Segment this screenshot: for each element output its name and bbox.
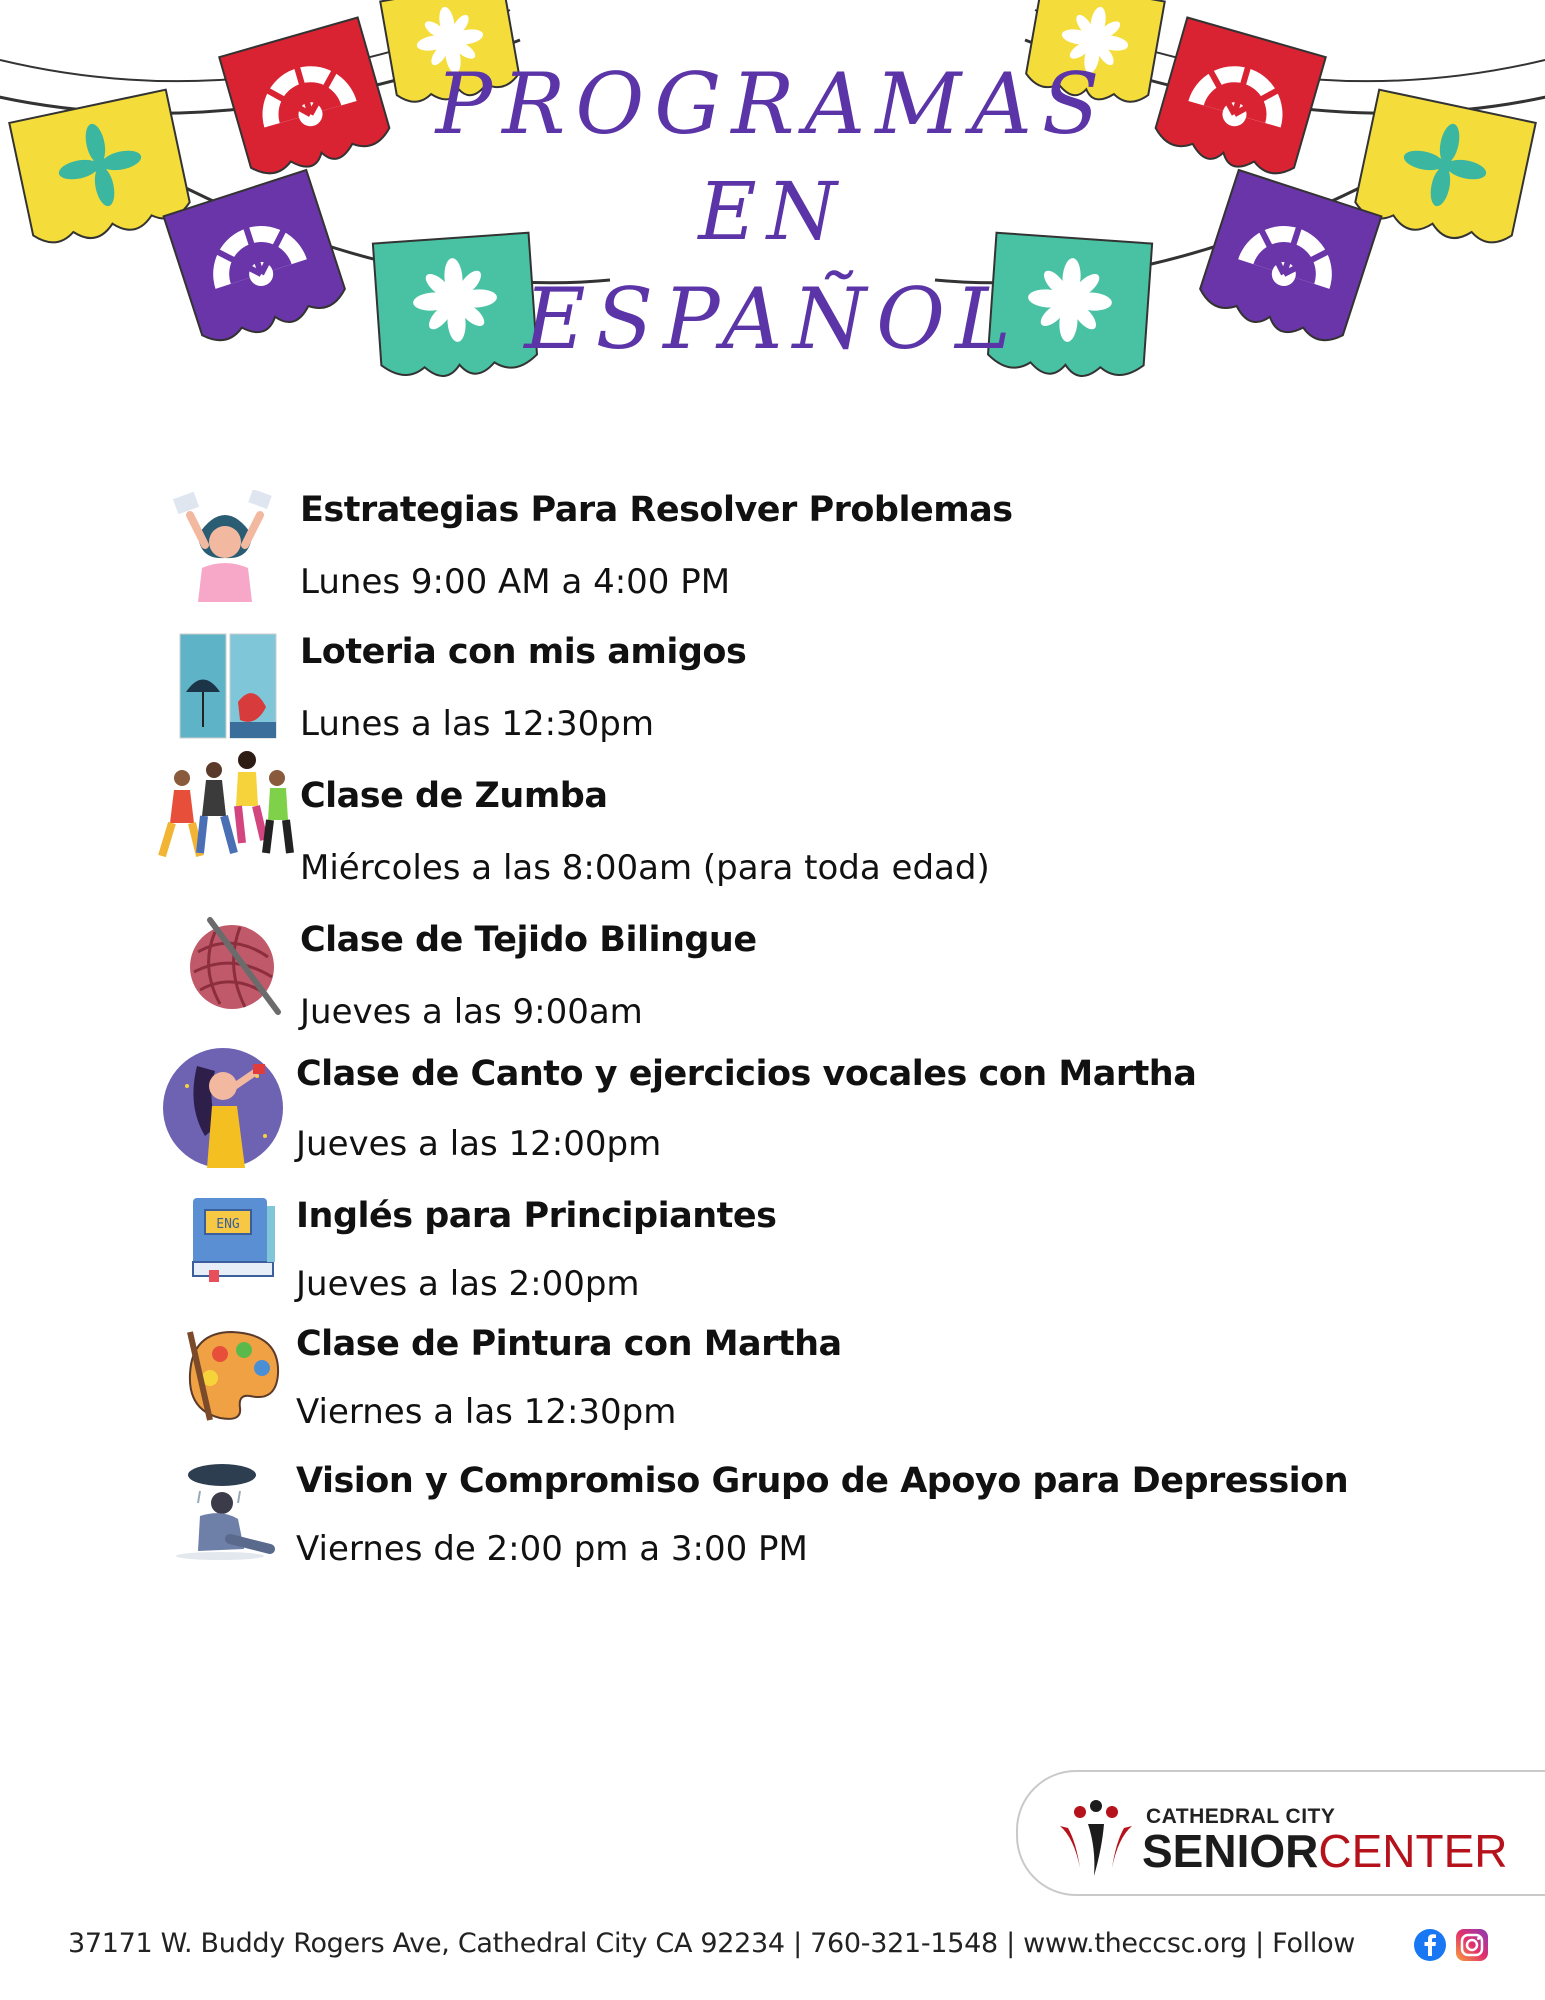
program-schedule: Lunes a las 12:30pm [300, 704, 655, 744]
program-schedule: Lunes 9:00 AM a 4:00 PM [300, 562, 731, 602]
program-name: Inglés para Principiantes [296, 1196, 777, 1236]
dancers-icon [152, 748, 297, 863]
program-schedule: Jueves a las 2:00pm [296, 1264, 640, 1304]
program-schedule: Miércoles a las 8:00am (para toda edad) [300, 848, 990, 888]
program-item [0, 490, 1545, 630]
program-schedule: Jueves a las 12:00pm [296, 1124, 662, 1164]
footer-contact-text: 37171 W. Buddy Rogers Ave, Cathedral City CA 92234 | 760-321-1548 | www.theccsc.org | Follow [68, 1928, 1356, 1959]
footer [0, 1920, 1545, 1970]
program-schedule: Viernes a las 12:30pm [296, 1392, 677, 1432]
stressed-woman-icon [170, 490, 280, 605]
singer-icon [157, 1046, 285, 1171]
program-item [0, 1461, 1545, 1601]
logo-small-text: CATHEDRAL CITY [1146, 1805, 1336, 1828]
program-schedule: Jueves a las 9:00am [300, 992, 643, 1032]
program-item [0, 1188, 1545, 1328]
program-schedule: Viernes de 2:00 pm a 3:00 PM [296, 1529, 808, 1569]
logo-center: CENTER [1318, 1825, 1508, 1877]
loteria-cards-icon [178, 632, 278, 740]
logo-big-text [1142, 1824, 1508, 1878]
paint-palette-icon [180, 1324, 285, 1424]
program-name: Loteria con mis amigos [300, 632, 747, 672]
program-item [0, 1324, 1545, 1464]
title-line-1: PROGRAMAS [435, 55, 1110, 153]
program-name: Clase de Zumba [300, 776, 608, 816]
program-item [0, 1048, 1545, 1188]
program-name: Clase de Pintura con Martha [296, 1324, 842, 1364]
logo-mark-icon [1050, 1798, 1140, 1878]
svg-text:ENG: ENG [216, 1217, 240, 1232]
program-item [0, 920, 1545, 1060]
facebook-icon[interactable] [1414, 1929, 1446, 1961]
title-line-2: EN [698, 165, 847, 258]
english-book-icon [185, 1192, 283, 1284]
program-name: Vision y Compromiso Grupo de Apoyo para Depression [296, 1461, 1349, 1501]
sad-person-cloud-icon [170, 1461, 285, 1561]
logo-senior: SENIOR [1142, 1825, 1319, 1877]
title-line-3: ESPAÑOL [524, 270, 1021, 368]
program-name: Clase de Canto y ejercicios vocales con Martha [296, 1054, 1197, 1094]
program-name: Estrategias Para Resolver Problemas [300, 490, 1013, 530]
yarn-ball-icon [180, 912, 290, 1022]
senior-center-logo [1016, 1770, 1545, 1896]
program-name: Clase de Tejido Bilingue [300, 920, 757, 960]
instagram-icon[interactable] [1456, 1929, 1488, 1961]
program-item [0, 776, 1545, 916]
